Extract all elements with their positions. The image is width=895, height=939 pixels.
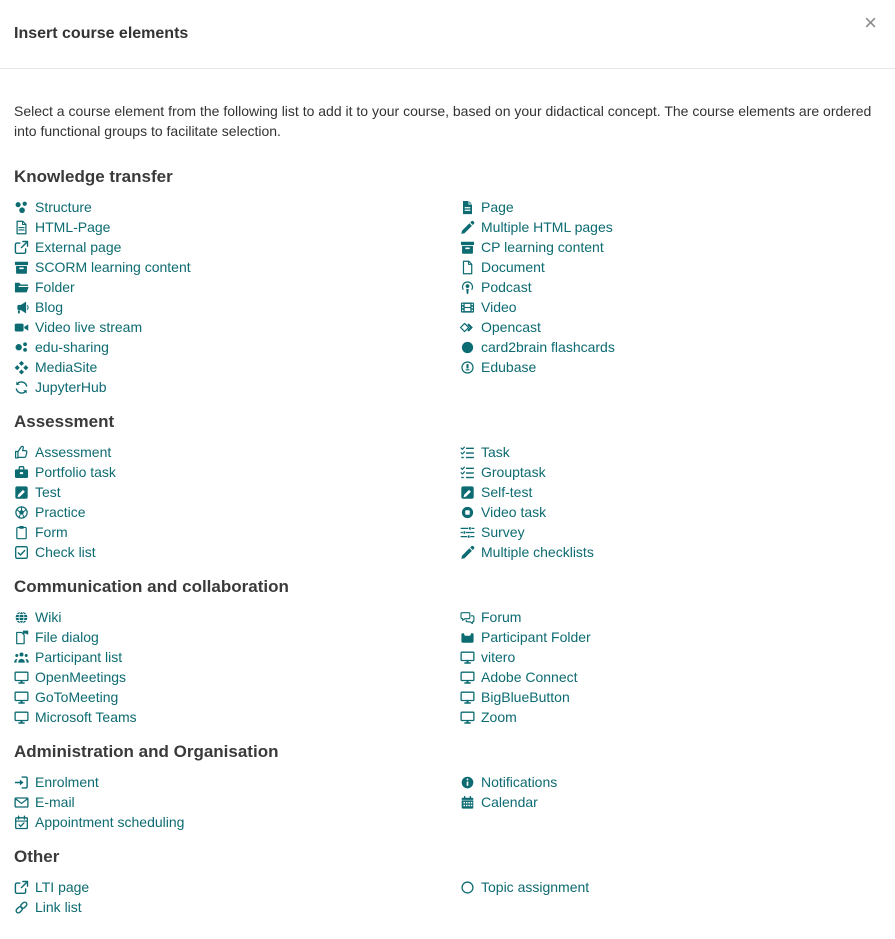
edu-sharing-icon [14, 340, 29, 355]
course-element-link-check-list[interactable] [14, 542, 460, 562]
section-columns [14, 442, 881, 562]
desktop-icon [460, 690, 475, 705]
course-element-link-task[interactable] [460, 442, 881, 462]
course-element-label: Participant list [35, 649, 123, 665]
course-element-label: Calendar [481, 794, 538, 810]
course-element-link-zoom[interactable] [460, 707, 881, 727]
info-circle-icon [460, 775, 475, 790]
course-element-label: Adobe Connect [481, 669, 578, 685]
column-right [460, 877, 881, 917]
clipboard-icon [14, 525, 29, 540]
envelope-icon [14, 795, 29, 810]
external-link-icon [14, 240, 29, 255]
desktop-icon [14, 710, 29, 725]
course-element-label: Page [481, 199, 514, 215]
course-element-label: LTI page [35, 879, 90, 895]
inbox-icon [460, 630, 475, 645]
circle-outline-icon [460, 880, 475, 895]
section-title: Other [14, 847, 60, 866]
course-element-label: Multiple HTML pages [481, 219, 613, 235]
course-element-label: Edubase [481, 359, 537, 375]
course-element-label: Form [35, 524, 68, 540]
briefcase-icon [14, 465, 29, 480]
course-element-label: GoToMeeting [35, 689, 119, 705]
test-icon [14, 485, 29, 500]
podcast-icon [460, 280, 475, 295]
sync-icon [14, 380, 29, 395]
section-title: Administration and Organisation [14, 742, 279, 761]
file-dialog-icon [14, 630, 29, 645]
page-icon [460, 200, 475, 215]
tasks-icon [460, 465, 475, 480]
course-element-label: Test [35, 484, 61, 500]
external-link-icon [14, 880, 29, 895]
course-element-label: Folder [35, 279, 75, 295]
course-element-label: Task [481, 444, 510, 460]
users-icon [14, 650, 29, 665]
course-element-label: Video task [481, 504, 547, 520]
sliders-icon [460, 525, 475, 540]
sign-in-icon [14, 775, 29, 790]
course-element-link-portfolio-task[interactable] [14, 462, 460, 482]
course-element-link-scorm-learning-content[interactable] [14, 257, 460, 277]
course-element-label: MediaSite [35, 359, 98, 375]
course-element-label: vitero [481, 649, 516, 665]
course-element-label: Practice [35, 504, 86, 520]
section-communication-and-collaboration [14, 576, 881, 727]
course-element-label: Wiki [35, 609, 62, 625]
course-element-link-multiple-html-pages[interactable] [460, 217, 881, 237]
course-element-link-external-page[interactable] [14, 237, 460, 257]
pencil-icon [460, 545, 475, 560]
course-element-label: edu-sharing [35, 339, 109, 355]
dialog-description: Select a course element from the following list to add it to your course, based on your didactical concept. The course elements are ordered into functional groups to facilitate selection. [14, 103, 872, 139]
video-camera-icon [14, 320, 29, 335]
section-title: Communication and collaboration [14, 577, 289, 596]
section-title: Assessment [14, 412, 115, 431]
desktop-icon [460, 670, 475, 685]
course-element-link-file-dialog[interactable] [14, 627, 460, 647]
globe-icon [14, 610, 29, 625]
dialog-header [0, 0, 895, 69]
course-element-link-microsoft-teams[interactable] [14, 707, 460, 727]
section-title: Knowledge transfer [14, 167, 173, 186]
pencil-icon [460, 220, 475, 235]
section-columns [14, 607, 881, 727]
course-element-link-adobe-connect[interactable] [460, 667, 881, 687]
column-left [14, 877, 460, 917]
course-element-label: Zoom [481, 709, 517, 725]
course-element-label: BigBlueButton [481, 689, 570, 705]
course-element-link-assessment[interactable] [14, 442, 460, 462]
course-element-link-bigbluebutton[interactable] [460, 687, 881, 707]
archive-icon [14, 260, 29, 275]
course-element-link-video-task[interactable] [460, 502, 881, 522]
course-element-label: File dialog [35, 629, 99, 645]
circle-icon [460, 340, 475, 355]
course-element-link-page[interactable] [460, 197, 881, 217]
course-element-link-opencast[interactable] [460, 317, 881, 337]
column-right [460, 197, 881, 397]
bullhorn-icon [14, 300, 29, 315]
calendar-icon [460, 795, 475, 810]
course-element-label: E-mail [35, 794, 75, 810]
mediasite-icon [14, 360, 29, 375]
check-square-icon [14, 545, 29, 560]
course-element-label: Self-test [481, 484, 533, 500]
course-element-link-mediasite[interactable] [14, 357, 460, 377]
folder-open-icon [14, 280, 29, 295]
desktop-icon [460, 710, 475, 725]
desktop-icon [14, 670, 29, 685]
course-element-label: HTML-Page [35, 219, 111, 235]
tasks-icon [460, 445, 475, 460]
course-element-label: Blog [35, 299, 64, 315]
course-element-link-video[interactable] [460, 297, 881, 317]
course-element-label: Grouptask [481, 464, 546, 480]
course-element-link-edu-sharing[interactable] [14, 337, 460, 357]
section-columns [14, 197, 881, 397]
course-element-link-form[interactable] [14, 522, 460, 542]
section-columns [14, 772, 881, 832]
section-columns [14, 877, 881, 917]
course-element-label: Appointment scheduling [35, 814, 185, 830]
html-page-icon [14, 220, 29, 235]
opencast-icon [460, 320, 475, 335]
course-element-link-survey[interactable] [460, 522, 881, 542]
course-element-label: JupyterHub [35, 379, 107, 395]
course-element-link-html-page[interactable] [14, 217, 460, 237]
course-element-label: Microsoft Teams [35, 709, 137, 725]
course-element-link-cp-learning-content[interactable] [460, 237, 881, 257]
course-element-label: Link list [35, 899, 82, 915]
comments-icon [460, 610, 475, 625]
course-element-label: Survey [481, 524, 525, 540]
column-left [14, 772, 460, 832]
course-element-label: Video live stream [35, 319, 143, 335]
document-icon [460, 260, 475, 275]
course-element-label: Check list [35, 544, 96, 560]
course-element-label: Notifications [481, 774, 558, 790]
section-other [14, 846, 881, 917]
course-element-label: Enrolment [35, 774, 99, 790]
course-element-link-appointment-scheduling[interactable] [14, 812, 460, 832]
course-element-link-lti-page[interactable] [14, 877, 460, 897]
link-icon [14, 900, 29, 915]
course-element-label: Participant Folder [481, 629, 591, 645]
section-administration-and-organisation [14, 741, 881, 832]
section-knowledge-transfer [14, 166, 881, 397]
close-icon[interactable]: × [860, 8, 881, 38]
course-element-link-card2brain-flashcards[interactable] [460, 337, 881, 357]
column-right [460, 607, 881, 727]
dialog-body [0, 69, 895, 917]
course-element-label: Forum [481, 609, 522, 625]
course-element-label: OpenMeetings [35, 669, 127, 685]
thumbs-up-icon [14, 445, 29, 460]
course-element-link-blog[interactable] [14, 297, 460, 317]
course-element-label: CP learning content [481, 239, 604, 255]
structure-icon [14, 200, 29, 215]
course-element-link-video-live-stream[interactable] [14, 317, 460, 337]
course-element-label: Podcast [481, 279, 532, 295]
course-element-label: Video [481, 299, 517, 315]
course-element-label: Assessment [35, 444, 112, 460]
course-element-link-enrolment[interactable] [14, 772, 460, 792]
column-right [460, 442, 881, 562]
course-element-link-calendar[interactable] [460, 792, 881, 812]
calendar-check-icon [14, 815, 29, 830]
course-element-link-jupyterhub[interactable] [14, 377, 460, 397]
course-element-link-e-mail[interactable] [14, 792, 460, 812]
course-element-label: Topic assignment [481, 879, 590, 895]
section-assessment [14, 411, 881, 562]
course-element-link-wiki[interactable] [14, 607, 460, 627]
column-left [14, 607, 460, 727]
course-element-sections [14, 166, 881, 917]
futbol-icon [14, 505, 29, 520]
course-element-link-topic-assignment[interactable] [460, 877, 881, 897]
course-element-link-practice[interactable] [14, 502, 460, 522]
column-left [14, 197, 460, 397]
course-element-link-self-test[interactable] [460, 482, 881, 502]
course-element-link-participant-folder[interactable] [460, 627, 881, 647]
desktop-icon [14, 690, 29, 705]
course-element-link-openmeetings[interactable] [14, 667, 460, 687]
course-element-label: Opencast [481, 319, 541, 335]
dialog-title: Insert course elements [14, 25, 189, 42]
course-element-link-document[interactable] [460, 257, 881, 277]
course-element-link-vitero[interactable] [460, 647, 881, 667]
film-icon [460, 300, 475, 315]
course-element-label: External page [35, 239, 122, 255]
course-element-label: Document [481, 259, 545, 275]
course-element-link-link-list[interactable] [14, 897, 460, 917]
test-icon [460, 485, 475, 500]
column-left [14, 442, 460, 562]
course-element-link-gotomeeting[interactable] [14, 687, 460, 707]
desktop-icon [460, 650, 475, 665]
course-element-link-test[interactable] [14, 482, 460, 502]
course-element-link-grouptask[interactable] [460, 462, 881, 482]
course-element-label: Portfolio task [35, 464, 116, 480]
course-element-link-podcast[interactable] [460, 277, 881, 297]
course-element-label: Multiple checklists [481, 544, 594, 560]
course-element-link-forum[interactable] [460, 607, 881, 627]
archive-icon [460, 240, 475, 255]
course-element-link-notifications[interactable] [460, 772, 881, 792]
course-element-link-structure[interactable] [14, 197, 460, 217]
stop-circle-icon [460, 505, 475, 520]
course-element-link-folder[interactable] [14, 277, 460, 297]
course-element-label: Structure [35, 199, 92, 215]
column-right [460, 772, 881, 832]
course-element-label: card2brain flashcards [481, 339, 615, 355]
course-element-link-participant-list[interactable] [14, 647, 460, 667]
edubase-icon [460, 360, 475, 375]
course-element-label: SCORM learning content [35, 259, 191, 275]
course-element-link-multiple-checklists[interactable] [460, 542, 881, 562]
course-element-link-edubase[interactable] [460, 357, 881, 377]
